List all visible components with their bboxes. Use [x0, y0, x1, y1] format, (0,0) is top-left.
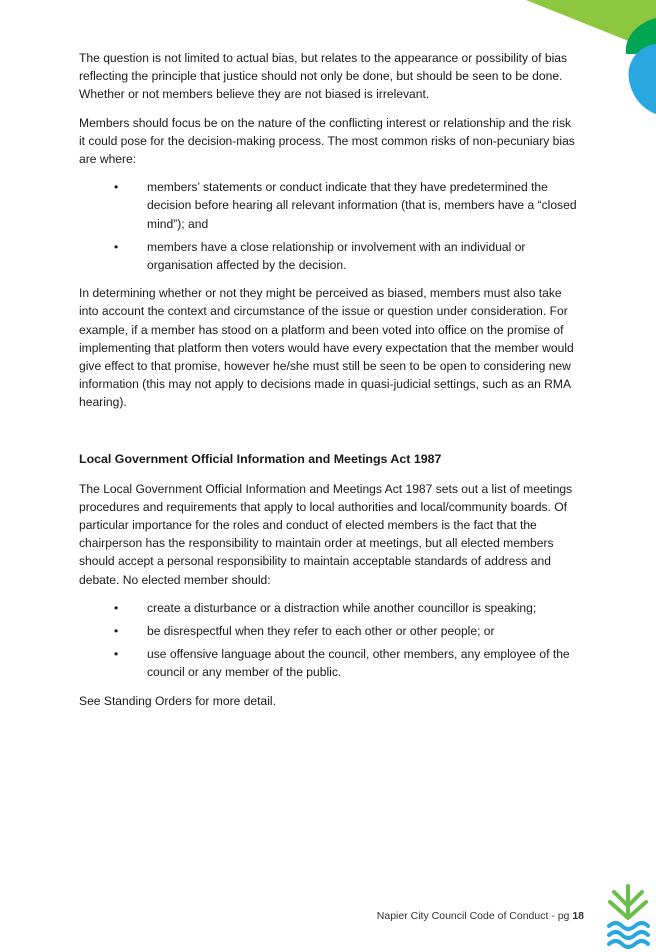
- paragraph-focus: Members should focus be on the nature of the conflicting interest or relationship and the risk it could pose for the decision-making process. The most common risks of non-pecuniary bias are where:: [79, 115, 575, 167]
- list-item: [79, 645, 579, 681]
- conduct-list: [79, 599, 579, 682]
- bullet-dot: •: [114, 239, 119, 254]
- page-content: [79, 49, 579, 720]
- list-item: [79, 238, 579, 274]
- paragraph-act: The Local Government Official Information and Meetings Act 1987 sets out a list of meetings procedures and requirements that apply to local authorities and local/community boards. Of particular importance for the roles and conduct of elected members is the fact that the chairperson has the responsibility to maintain order at meetings, but all elected members should accept a personal responsibility to maintain acceptable standards of address and debate. No elected member should:: [79, 481, 573, 587]
- list-item-text: create a disturbance or a distraction while another councillor is speaking;: [147, 600, 537, 615]
- bias-risk-list: [79, 178, 579, 274]
- bullet-dot: •: [114, 647, 119, 662]
- list-item-text: use offensive language about the council, other members, any employee of the council or any member of the public.: [147, 647, 570, 680]
- list-item: [79, 178, 579, 233]
- paragraph-standing-orders: See Standing Orders for more detail.: [79, 693, 276, 708]
- section-heading: Local Government Official Information and Meetings Act 1987: [79, 451, 442, 466]
- bullet-dot: •: [114, 600, 119, 615]
- bullet-dot: •: [114, 180, 119, 195]
- bullet-dot: •: [114, 624, 119, 639]
- list-item-text: be disrespectful when they refer to each other or other people; or: [147, 624, 495, 639]
- list-item-text: members have a close relationship or involvement with an individual or organisation affected by the decision.: [147, 239, 526, 273]
- footer-text: Napier City Council Code of Conduct - pg: [376, 910, 573, 922]
- page-number: 18: [572, 910, 584, 922]
- list-item: [79, 599, 579, 617]
- napier-council-logo: [606, 880, 650, 950]
- paragraph-bias-appearance: The question is not limited to actual bias, but relates to the appearance or possibility of bias reflecting the principle that justice should not only be done, but should be seen to be done. Whether or not members believe they are not biased is irrelevant.: [79, 51, 568, 102]
- page-footer: [377, 910, 584, 922]
- list-item: [79, 622, 579, 640]
- paragraph-context: In determining whether or not they might be perceived as biased, members must also take into account the context and circumstance of the issue or question under consideration. For example, if a member has stood on a platform and been voted into office on the promise of implementing that platform then voters would have every expectation that the member would give effect to that promise, however he/she must still be seen to be open to considering new information (this may not apply to decisions made in quasi-judicial settings, such as an RMA hearing).: [79, 286, 574, 410]
- list-item-text: members’ statements or conduct indicate that they have predetermined the decision before hearing all relevant information (that is, members have a “closed mind”); and: [147, 180, 577, 231]
